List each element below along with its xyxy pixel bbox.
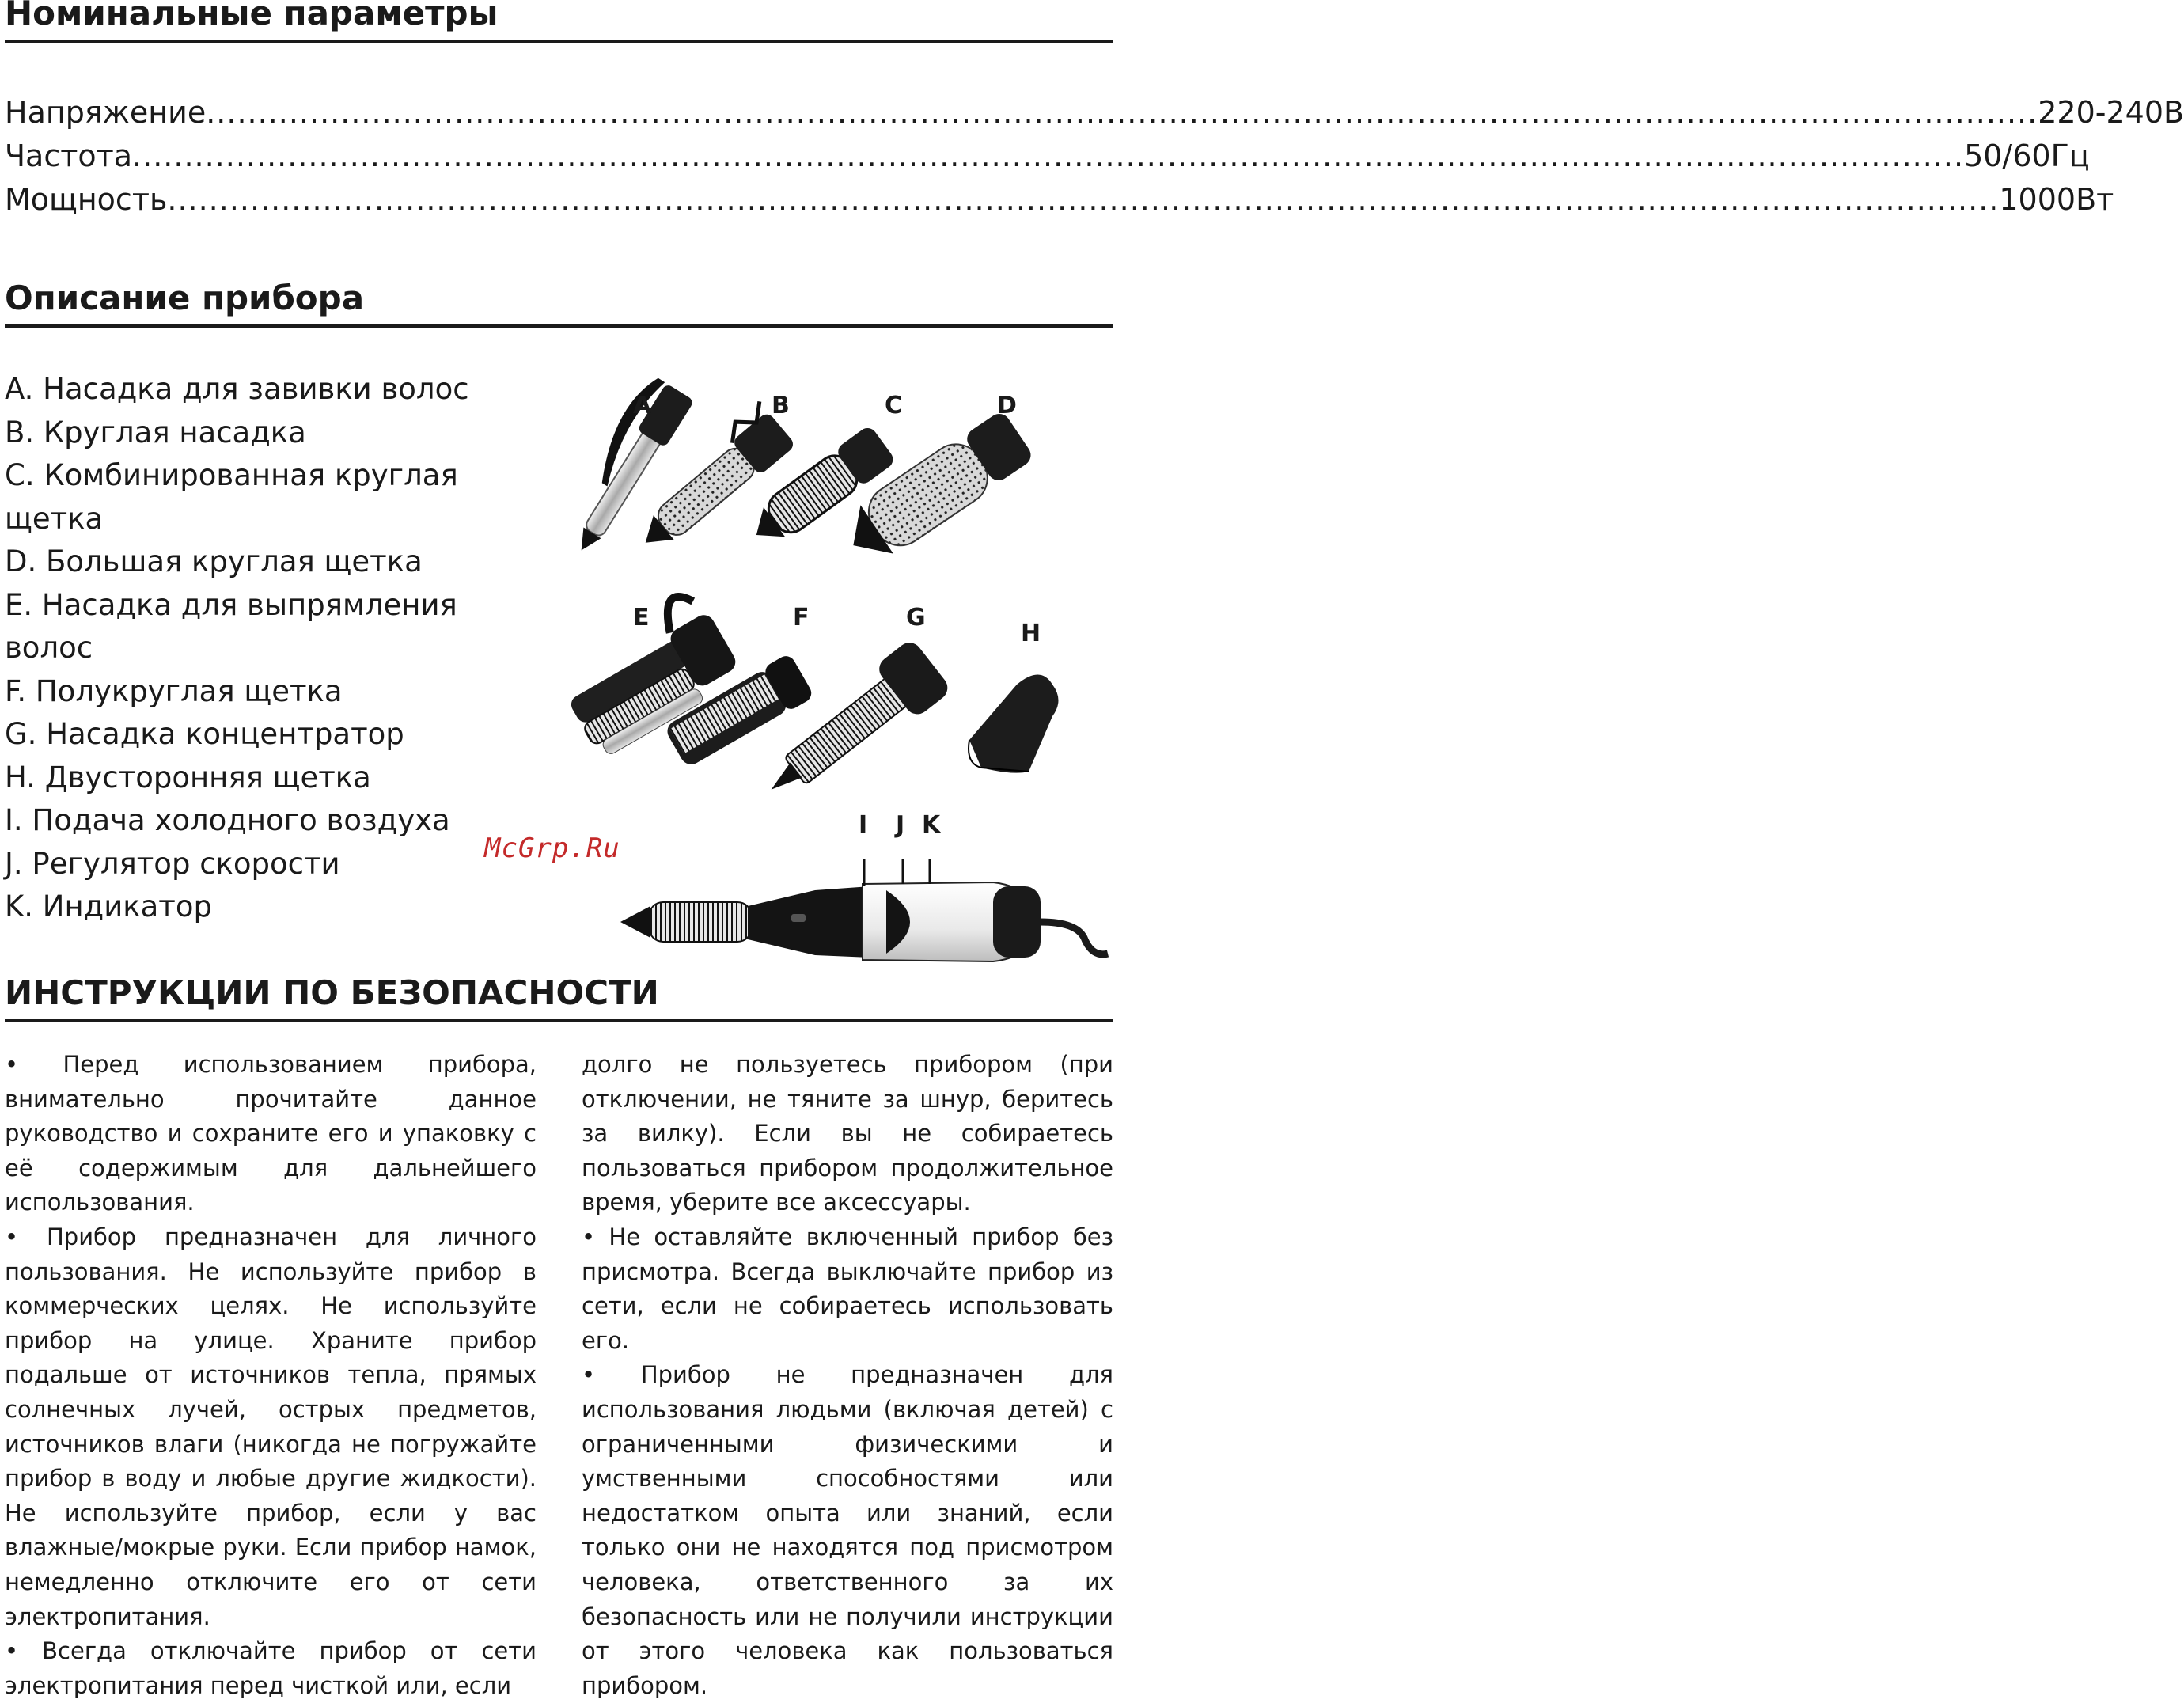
figure-label-j: J	[896, 811, 905, 839]
param-value: 220-240В	[2038, 95, 2184, 130]
safety-column-left	[5, 1048, 537, 1703]
param-name: Напряжение	[5, 95, 207, 130]
dot-leader: .................................................................................................................................................................................	[206, 95, 2038, 130]
part-item: A. Насадка для завивки волос	[5, 372, 469, 406]
part-item: F. Полукруглая щетка	[5, 673, 343, 708]
part-item: K. Индикатор	[5, 889, 212, 924]
param-name: Мощность	[5, 182, 168, 217]
watermark: McGrp.Ru	[484, 833, 620, 864]
safety-paragraph: • Перед использованием прибора, внимательно прочитайте данное руководство и сохраните его и упаковку с её содержимым для дальнейшего использования.	[5, 1051, 537, 1216]
rated-parameters-list	[5, 91, 2184, 222]
figure-label-f: F	[793, 604, 810, 632]
param-row-power	[5, 178, 2114, 222]
figure-label-h: H	[1021, 620, 1041, 647]
figure-label-b: B	[772, 392, 790, 419]
safety-paragraph: • Всегда отключайте прибор от сети электропитания перед чисткой или, если	[5, 1637, 537, 1699]
section-heading-safety: ИНСТРУКЦИИ ПО БЕЗОПАСНОСТИ	[5, 973, 1113, 1022]
attachment-h-drawing	[969, 675, 1059, 773]
dot-leader: .................................................................................................................................................................................	[132, 138, 1965, 173]
part-item: B. Круглая насадка	[5, 415, 306, 449]
parts-list	[5, 368, 559, 929]
param-name: Частота	[5, 138, 133, 173]
styler-body-drawing	[620, 859, 1108, 961]
param-value: 1000Вт	[1999, 182, 2114, 217]
part-item: I. Подача холодного воздуха	[5, 803, 450, 837]
dot-leader: .................................................................................................................................................................................	[167, 182, 2000, 217]
part-item: D. Большая круглая щетка	[5, 544, 423, 578]
part-item: волос	[5, 631, 93, 665]
param-row-voltage	[5, 91, 2184, 135]
part-item: щетка	[5, 501, 104, 536]
product-illustration	[554, 368, 1116, 969]
param-row-frequency	[5, 135, 2090, 178]
part-item: J. Регулятор скорости	[5, 846, 340, 881]
figure-label-g: G	[906, 604, 926, 632]
attachments-drawing	[554, 368, 1116, 969]
part-item: E. Насадка для выпрямления	[5, 587, 457, 622]
safety-paragraph: • Не оставляйте включенный прибор без присмотра. Всегда выключайте прибор из сети, если не собираетесь использовать его.	[582, 1223, 1113, 1354]
figure-label-i: I	[859, 811, 868, 839]
section-heading-rated-parameters: Номинальные параметры	[5, 0, 1113, 43]
figure-label-e: E	[633, 604, 650, 632]
figure-label-c: C	[885, 392, 903, 419]
part-item: H. Двусторонняя щетка	[5, 760, 371, 795]
figure-label-d: D	[997, 392, 1017, 419]
safety-paragraph: • Прибор не предназначен для использования людьми (включая детей) с ограниченными физическими и умственными способностями или недостатком опыта или знаний, если только они не находятся под присмотром человека, ответственного за их безопасность или не получили инструкции от этого человека как пользоваться прибором.	[582, 1361, 1113, 1699]
param-value: 50/60Гц	[1964, 138, 2090, 173]
safety-paragraph: • Прибор предназначен для личного пользования. Не используйте прибор в коммерческих целях. Не используйте прибор на улице. Храните прибор подальше от источников тепла, прямых солнечных лучей, острых предметов, источников влаги (никогда не погружайте прибор в воду и любые другие жидкости). Не используйте прибор, если у вас влажные/мокрые руки. Если прибор намок, немедленно отключите его от сети электропитания.	[5, 1223, 537, 1630]
part-item: G. Насадка концентратор	[5, 717, 404, 751]
part-item: C. Комбинированная круглая	[5, 458, 458, 492]
figure-label-a: A	[633, 392, 652, 419]
safety-column-right	[582, 1048, 1113, 1703]
section-heading-description: Описание прибора	[5, 279, 1113, 328]
figure-label-k: K	[922, 811, 941, 839]
safety-paragraph: долго не пользуетесь прибором (при отключении, не тяните за шнур, беритесь за вилку). Если вы не собираетесь пользоваться прибором продолжительное время, уберите все аксессуары.	[582, 1051, 1113, 1216]
